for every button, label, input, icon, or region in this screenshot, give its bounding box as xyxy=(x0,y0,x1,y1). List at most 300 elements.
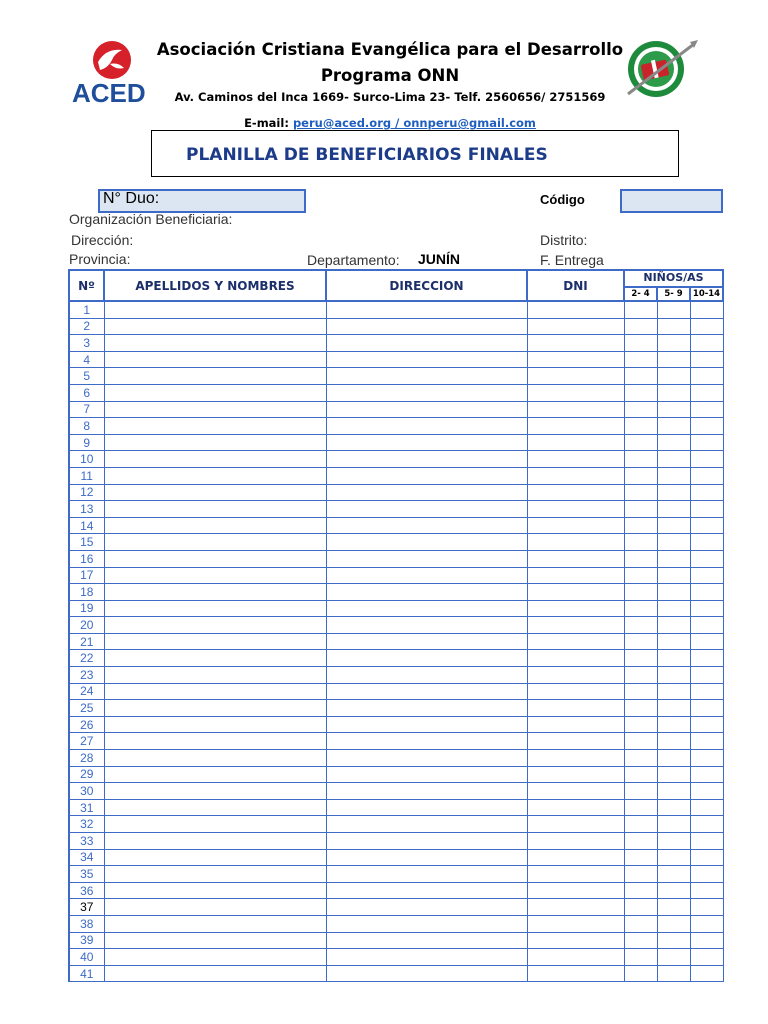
direccion-cell[interactable] xyxy=(326,733,527,750)
age-10-14-cell[interactable] xyxy=(690,351,723,368)
age-10-14-cell[interactable] xyxy=(690,716,723,733)
dni-cell[interactable] xyxy=(527,932,624,949)
row-number: 35 xyxy=(69,866,104,883)
table-row xyxy=(69,467,723,484)
age-2-4-cell[interactable] xyxy=(624,750,657,767)
direccion-cell[interactable] xyxy=(326,451,527,468)
dni-cell[interactable] xyxy=(527,517,624,534)
age-5-9-cell[interactable] xyxy=(657,816,690,833)
age-5-9-cell[interactable] xyxy=(657,882,690,899)
age-10-14-cell[interactable] xyxy=(690,882,723,899)
age-2-4-cell[interactable] xyxy=(624,733,657,750)
direccion-cell[interactable] xyxy=(326,949,527,966)
apellidos-cell[interactable] xyxy=(104,766,326,783)
age-5-9-cell[interactable] xyxy=(657,451,690,468)
row-number: 8 xyxy=(69,418,104,435)
age-10-14-cell[interactable] xyxy=(690,849,723,866)
age-5-9-cell[interactable] xyxy=(657,949,690,966)
dni-cell[interactable] xyxy=(527,766,624,783)
age-5-9-cell[interactable] xyxy=(657,401,690,418)
age-2-4-cell[interactable] xyxy=(624,467,657,484)
codigo-label: Código xyxy=(540,192,585,207)
age-5-9-cell[interactable] xyxy=(657,799,690,816)
age-2-4-cell[interactable] xyxy=(624,667,657,684)
direccion-cell[interactable] xyxy=(326,517,527,534)
dni-cell[interactable] xyxy=(527,882,624,899)
age-10-14-cell[interactable] xyxy=(690,418,723,435)
apellidos-cell[interactable] xyxy=(104,932,326,949)
age-5-9-cell[interactable] xyxy=(657,783,690,800)
dni-cell[interactable] xyxy=(527,700,624,717)
direccion-cell[interactable] xyxy=(326,683,527,700)
dni-cell[interactable] xyxy=(527,434,624,451)
age-2-4-cell[interactable] xyxy=(624,683,657,700)
age-10-14-cell[interactable] xyxy=(690,600,723,617)
dni-cell[interactable] xyxy=(527,899,624,916)
direccion-cell[interactable] xyxy=(326,816,527,833)
age-2-4-cell[interactable] xyxy=(624,882,657,899)
age-5-9-cell[interactable] xyxy=(657,368,690,385)
direccion-cell[interactable] xyxy=(326,335,527,352)
table-row xyxy=(69,318,723,335)
age-2-4-cell[interactable] xyxy=(624,484,657,501)
dni-cell[interactable] xyxy=(527,501,624,518)
apellidos-cell[interactable] xyxy=(104,384,326,401)
aced-logo-text: ACED xyxy=(72,78,146,108)
row-number: 18 xyxy=(69,584,104,601)
age-5-9-cell[interactable] xyxy=(657,384,690,401)
direccion-cell[interactable] xyxy=(326,351,527,368)
age-5-9-cell[interactable] xyxy=(657,550,690,567)
apellidos-cell[interactable] xyxy=(104,434,326,451)
age-10-14-cell[interactable] xyxy=(690,501,723,518)
table-row xyxy=(69,816,723,833)
table-row xyxy=(69,401,723,418)
age-10-14-cell[interactable] xyxy=(690,683,723,700)
direccion-cell[interactable] xyxy=(326,833,527,850)
age-2-4-cell[interactable] xyxy=(624,584,657,601)
age-2-4-cell[interactable] xyxy=(624,335,657,352)
age-10-14-cell[interactable] xyxy=(690,650,723,667)
age-5-9-cell[interactable] xyxy=(657,965,690,982)
direccion-cell[interactable] xyxy=(326,700,527,717)
age-2-4-cell[interactable] xyxy=(624,351,657,368)
dni-cell[interactable] xyxy=(527,351,624,368)
direccion-cell[interactable] xyxy=(326,467,527,484)
row-number: 16 xyxy=(69,550,104,567)
direccion-cell[interactable] xyxy=(326,965,527,982)
age-5-9-cell[interactable] xyxy=(657,501,690,518)
table-row xyxy=(69,949,723,966)
age-5-9-cell[interactable] xyxy=(657,484,690,501)
age-5-9-cell[interactable] xyxy=(657,301,690,318)
codigo-field[interactable] xyxy=(620,189,723,213)
dni-cell[interactable] xyxy=(527,467,624,484)
row-number: 6 xyxy=(69,384,104,401)
age-2-4-cell[interactable] xyxy=(624,550,657,567)
apellidos-cell[interactable] xyxy=(104,501,326,518)
row-number: 40 xyxy=(69,949,104,966)
age-5-9-cell[interactable] xyxy=(657,534,690,551)
direccion-cell[interactable] xyxy=(326,932,527,949)
direccion-cell[interactable] xyxy=(326,633,527,650)
table-row xyxy=(69,882,723,899)
age-5-9-cell[interactable] xyxy=(657,750,690,767)
direccion-cell[interactable] xyxy=(326,318,527,335)
age-2-4-cell[interactable] xyxy=(624,617,657,634)
age-2-4-cell[interactable] xyxy=(624,517,657,534)
age-2-4-cell[interactable] xyxy=(624,434,657,451)
dni-cell[interactable] xyxy=(527,617,624,634)
age-10-14-cell[interactable] xyxy=(690,633,723,650)
age-10-14-cell[interactable] xyxy=(690,733,723,750)
table-row xyxy=(69,600,723,617)
age-2-4-cell[interactable] xyxy=(624,633,657,650)
table-row xyxy=(69,434,723,451)
apellidos-cell[interactable] xyxy=(104,467,326,484)
age-5-9-cell[interactable] xyxy=(657,351,690,368)
age-10-14-cell[interactable] xyxy=(690,750,723,767)
age-5-9-cell[interactable] xyxy=(657,335,690,352)
apellidos-cell[interactable] xyxy=(104,617,326,634)
age-10-14-cell[interactable] xyxy=(690,799,723,816)
apellidos-cell[interactable] xyxy=(104,866,326,883)
dni-cell[interactable] xyxy=(527,849,624,866)
dni-cell[interactable] xyxy=(527,584,624,601)
dni-cell[interactable] xyxy=(527,866,624,883)
dni-cell[interactable] xyxy=(527,451,624,468)
age-5-9-cell[interactable] xyxy=(657,833,690,850)
direccion-label: Dirección: xyxy=(71,232,134,248)
row-number: 30 xyxy=(69,783,104,800)
age-2-4-cell[interactable] xyxy=(624,534,657,551)
direccion-cell[interactable] xyxy=(326,899,527,916)
direccion-cell[interactable] xyxy=(326,716,527,733)
departamento-value: JUNÍN xyxy=(418,251,461,267)
apellidos-cell[interactable] xyxy=(104,700,326,717)
age-10-14-cell[interactable] xyxy=(690,484,723,501)
apellidos-cell[interactable] xyxy=(104,965,326,982)
dni-cell[interactable] xyxy=(527,783,624,800)
dni-cell[interactable] xyxy=(527,733,624,750)
age-5-9-cell[interactable] xyxy=(657,418,690,435)
age-2-4-cell[interactable] xyxy=(624,716,657,733)
row-number: 15 xyxy=(69,534,104,551)
apellidos-cell[interactable] xyxy=(104,716,326,733)
dni-cell[interactable] xyxy=(527,534,624,551)
direccion-cell[interactable] xyxy=(326,434,527,451)
apellidos-cell[interactable] xyxy=(104,949,326,966)
age-2-4-cell[interactable] xyxy=(624,650,657,667)
row-number: 2 xyxy=(69,318,104,335)
apellidos-cell[interactable] xyxy=(104,584,326,601)
row-number: 22 xyxy=(69,650,104,667)
apellidos-cell[interactable] xyxy=(104,401,326,418)
table-row xyxy=(69,700,723,717)
direccion-cell[interactable] xyxy=(326,650,527,667)
apellidos-cell[interactable] xyxy=(104,418,326,435)
age-5-9-cell[interactable] xyxy=(657,650,690,667)
table-row xyxy=(69,517,723,534)
direccion-cell[interactable] xyxy=(326,799,527,816)
table-row xyxy=(69,899,723,916)
age-2-4-cell[interactable] xyxy=(624,301,657,318)
age-10-14-cell[interactable] xyxy=(690,783,723,800)
age-2-4-cell[interactable] xyxy=(624,401,657,418)
apellidos-cell[interactable] xyxy=(104,517,326,534)
age-10-14-cell[interactable] xyxy=(690,318,723,335)
direccion-cell[interactable] xyxy=(326,866,527,883)
age-10-14-cell[interactable] xyxy=(690,467,723,484)
col-header-age-5-9: 5- 9 xyxy=(657,287,690,301)
table-row xyxy=(69,915,723,932)
organizacion-label: Organización Beneficiaria: xyxy=(69,211,233,227)
apellidos-cell[interactable] xyxy=(104,915,326,932)
dni-cell[interactable] xyxy=(527,799,624,816)
direccion-cell[interactable] xyxy=(326,882,527,899)
age-2-4-cell[interactable] xyxy=(624,915,657,932)
occ-globe-icon xyxy=(620,38,700,100)
table-row xyxy=(69,750,723,767)
apellidos-cell[interactable] xyxy=(104,451,326,468)
row-number: 4 xyxy=(69,351,104,368)
table-header-row xyxy=(69,270,723,287)
apellidos-cell[interactable] xyxy=(104,368,326,385)
age-2-4-cell[interactable] xyxy=(624,833,657,850)
direccion-cell[interactable] xyxy=(326,401,527,418)
dni-cell[interactable] xyxy=(527,550,624,567)
age-2-4-cell[interactable] xyxy=(624,600,657,617)
dni-cell[interactable] xyxy=(527,965,624,982)
age-5-9-cell[interactable] xyxy=(657,766,690,783)
age-2-4-cell[interactable] xyxy=(624,783,657,800)
age-2-4-cell[interactable] xyxy=(624,799,657,816)
age-2-4-cell[interactable] xyxy=(624,501,657,518)
age-5-9-cell[interactable] xyxy=(657,716,690,733)
age-10-14-cell[interactable] xyxy=(690,899,723,916)
beneficiaries-table xyxy=(68,269,724,982)
age-2-4-cell[interactable] xyxy=(624,700,657,717)
direccion-cell[interactable] xyxy=(326,418,527,435)
age-2-4-cell[interactable] xyxy=(624,766,657,783)
dni-cell[interactable] xyxy=(527,633,624,650)
table-row xyxy=(69,617,723,634)
dni-cell[interactable] xyxy=(527,301,624,318)
table-row xyxy=(69,733,723,750)
age-10-14-cell[interactable] xyxy=(690,451,723,468)
age-10-14-cell[interactable] xyxy=(690,866,723,883)
direccion-cell[interactable] xyxy=(326,534,527,551)
apellidos-cell[interactable] xyxy=(104,667,326,684)
age-5-9-cell[interactable] xyxy=(657,434,690,451)
age-2-4-cell[interactable] xyxy=(624,899,657,916)
age-10-14-cell[interactable] xyxy=(690,915,723,932)
age-2-4-cell[interactable] xyxy=(624,965,657,982)
age-10-14-cell[interactable] xyxy=(690,368,723,385)
distrito-label: Distrito: xyxy=(540,232,588,248)
direccion-cell[interactable] xyxy=(326,484,527,501)
dni-cell[interactable] xyxy=(527,949,624,966)
apellidos-cell[interactable] xyxy=(104,833,326,850)
dni-cell[interactable] xyxy=(527,567,624,584)
age-5-9-cell[interactable] xyxy=(657,617,690,634)
age-10-14-cell[interactable] xyxy=(690,550,723,567)
row-number: 7 xyxy=(69,401,104,418)
age-10-14-cell[interactable] xyxy=(690,517,723,534)
departamento-label: Departamento: xyxy=(307,252,400,268)
direccion-cell[interactable] xyxy=(326,384,527,401)
age-10-14-cell[interactable] xyxy=(690,667,723,684)
row-number: 32 xyxy=(69,816,104,833)
age-2-4-cell[interactable] xyxy=(624,932,657,949)
age-5-9-cell[interactable] xyxy=(657,849,690,866)
apellidos-cell[interactable] xyxy=(104,650,326,667)
age-10-14-cell[interactable] xyxy=(690,584,723,601)
row-number: 33 xyxy=(69,833,104,850)
age-2-4-cell[interactable] xyxy=(624,318,657,335)
age-10-14-cell[interactable] xyxy=(690,384,723,401)
apellidos-cell[interactable] xyxy=(104,816,326,833)
age-10-14-cell[interactable] xyxy=(690,816,723,833)
age-2-4-cell[interactable] xyxy=(624,949,657,966)
age-5-9-cell[interactable] xyxy=(657,733,690,750)
age-10-14-cell[interactable] xyxy=(690,434,723,451)
age-2-4-cell[interactable] xyxy=(624,849,657,866)
direccion-cell[interactable] xyxy=(326,617,527,634)
direccion-cell[interactable] xyxy=(326,667,527,684)
age-10-14-cell[interactable] xyxy=(690,567,723,584)
row-number: 25 xyxy=(69,700,104,717)
age-5-9-cell[interactable] xyxy=(657,633,690,650)
age-10-14-cell[interactable] xyxy=(690,335,723,352)
dni-cell[interactable] xyxy=(527,318,624,335)
age-5-9-cell[interactable] xyxy=(657,517,690,534)
apellidos-cell[interactable] xyxy=(104,534,326,551)
table-row xyxy=(69,932,723,949)
direccion-cell[interactable] xyxy=(326,501,527,518)
dni-cell[interactable] xyxy=(527,418,624,435)
dni-cell[interactable] xyxy=(527,667,624,684)
age-5-9-cell[interactable] xyxy=(657,700,690,717)
direccion-cell[interactable] xyxy=(326,750,527,767)
dni-cell[interactable] xyxy=(527,683,624,700)
direccion-cell[interactable] xyxy=(326,567,527,584)
direccion-cell[interactable] xyxy=(326,849,527,866)
dni-cell[interactable] xyxy=(527,716,624,733)
age-2-4-cell[interactable] xyxy=(624,567,657,584)
apellidos-cell[interactable] xyxy=(104,733,326,750)
direccion-cell[interactable] xyxy=(326,584,527,601)
age-10-14-cell[interactable] xyxy=(690,833,723,850)
duo-field[interactable] xyxy=(98,189,306,213)
apellidos-cell[interactable] xyxy=(104,301,326,318)
row-number: 14 xyxy=(69,517,104,534)
direccion-cell[interactable] xyxy=(326,600,527,617)
dni-cell[interactable] xyxy=(527,401,624,418)
apellidos-cell[interactable] xyxy=(104,484,326,501)
direccion-cell[interactable] xyxy=(326,301,527,318)
apellidos-cell[interactable] xyxy=(104,899,326,916)
age-10-14-cell[interactable] xyxy=(690,932,723,949)
age-10-14-cell[interactable] xyxy=(690,534,723,551)
apellidos-cell[interactable] xyxy=(104,351,326,368)
dni-cell[interactable] xyxy=(527,368,624,385)
age-5-9-cell[interactable] xyxy=(657,667,690,684)
age-2-4-cell[interactable] xyxy=(624,816,657,833)
row-number: 24 xyxy=(69,683,104,700)
apellidos-cell[interactable] xyxy=(104,567,326,584)
age-10-14-cell[interactable] xyxy=(690,766,723,783)
email-link[interactable]: peru@aced.org / onnperu@gmail.com xyxy=(292,116,536,130)
row-number: 17 xyxy=(69,567,104,584)
apellidos-cell[interactable] xyxy=(104,750,326,767)
age-5-9-cell[interactable] xyxy=(657,467,690,484)
table-row xyxy=(69,716,723,733)
dni-cell[interactable] xyxy=(527,833,624,850)
apellidos-cell[interactable] xyxy=(104,683,326,700)
age-10-14-cell[interactable] xyxy=(690,301,723,318)
age-5-9-cell[interactable] xyxy=(657,683,690,700)
dni-cell[interactable] xyxy=(527,384,624,401)
age-10-14-cell[interactable] xyxy=(690,965,723,982)
age-5-9-cell[interactable] xyxy=(657,932,690,949)
age-10-14-cell[interactable] xyxy=(690,949,723,966)
age-2-4-cell[interactable] xyxy=(624,418,657,435)
apellidos-cell[interactable] xyxy=(104,633,326,650)
direccion-cell[interactable] xyxy=(326,368,527,385)
dni-cell[interactable] xyxy=(527,750,624,767)
age-10-14-cell[interactable] xyxy=(690,401,723,418)
age-5-9-cell[interactable] xyxy=(657,899,690,916)
age-5-9-cell[interactable] xyxy=(657,915,690,932)
apellidos-cell[interactable] xyxy=(104,882,326,899)
age-5-9-cell[interactable] xyxy=(657,318,690,335)
age-2-4-cell[interactable] xyxy=(624,451,657,468)
direccion-cell[interactable] xyxy=(326,766,527,783)
direccion-cell[interactable] xyxy=(326,550,527,567)
age-10-14-cell[interactable] xyxy=(690,617,723,634)
dni-cell[interactable] xyxy=(527,650,624,667)
dni-cell[interactable] xyxy=(527,915,624,932)
age-10-14-cell[interactable] xyxy=(690,700,723,717)
age-5-9-cell[interactable] xyxy=(657,584,690,601)
age-2-4-cell[interactable] xyxy=(624,368,657,385)
apellidos-cell[interactable] xyxy=(104,783,326,800)
age-5-9-cell[interactable] xyxy=(657,567,690,584)
dni-cell[interactable] xyxy=(527,484,624,501)
dni-cell[interactable] xyxy=(527,816,624,833)
samaritans-purse-logo xyxy=(620,38,700,100)
dni-cell[interactable] xyxy=(527,335,624,352)
apellidos-cell[interactable] xyxy=(104,318,326,335)
apellidos-cell[interactable] xyxy=(104,335,326,352)
apellidos-cell[interactable] xyxy=(104,550,326,567)
apellidos-cell[interactable] xyxy=(104,799,326,816)
age-5-9-cell[interactable] xyxy=(657,600,690,617)
age-5-9-cell[interactable] xyxy=(657,866,690,883)
table-row xyxy=(69,650,723,667)
apellidos-cell[interactable] xyxy=(104,849,326,866)
row-number: 36 xyxy=(69,882,104,899)
col-header-ninos: NIÑOS/AS xyxy=(624,270,723,287)
age-2-4-cell[interactable] xyxy=(624,866,657,883)
direccion-cell[interactable] xyxy=(326,915,527,932)
dni-cell[interactable] xyxy=(527,600,624,617)
table-row xyxy=(69,534,723,551)
direccion-cell[interactable] xyxy=(326,783,527,800)
apellidos-cell[interactable] xyxy=(104,600,326,617)
age-2-4-cell[interactable] xyxy=(624,384,657,401)
